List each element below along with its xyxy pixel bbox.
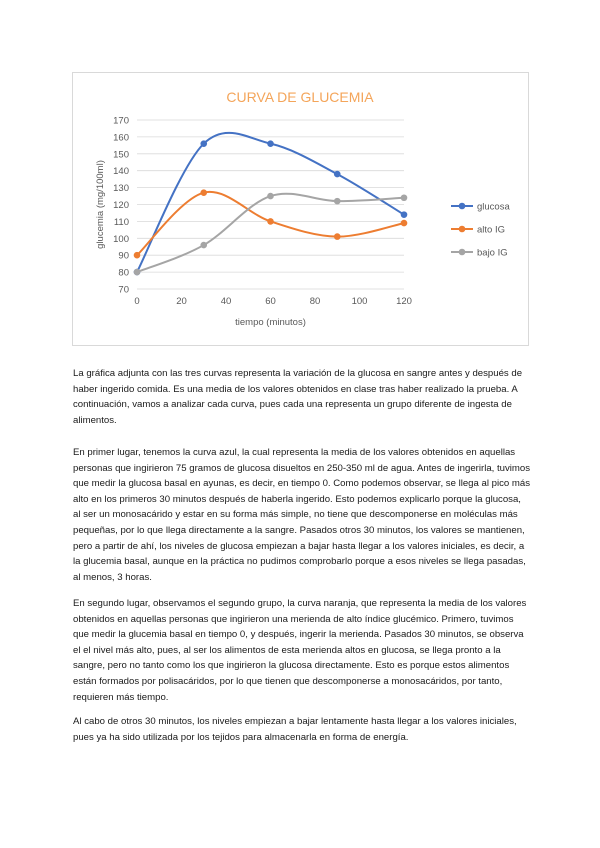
data-point-glucosa [401, 211, 408, 218]
legend-marker-bajo-ig [459, 249, 466, 256]
paragraph-text: Al cabo de otros 30 minutos, los niveles empiezan a bajar lentamente hasta llegar a los valores iniciales, pues ya ha sido utilizada por los tejidos para almacenarla en forma de energía. [73, 716, 517, 743]
paragraph-blue-curve [73, 445, 531, 585]
paragraph-text: En primer lugar, tenemos la curva azul, la cual representa la media de los valores obtenidos en aquellas personas que ingirieron 75 gramos de glucosa disueltos en 250-350 ml de agua. Antes de ingerirla, tuvimos que medir la glucosa basal en ayunas, es decir, en tiempo 0. Como podemos observar, se llega al pico más alto en los primeros 30 minutos después de haberla ingerido. Esto podemos explicarlo porque la glucosa, al ser un monosacárido y estar en su forma más simple, no tiene que descomponerse en moléculas más pequeñas, por lo que llega directamente a la sangre. Pasados otros 30 minutos, los valores se mantienen, pero a partir de ahí, los niveles de glucosa empiezan a bajar hasta llegar a los valores iniciales, es decir, a la glucemia basal, aunque en la práctica no pudimos comprobarlo porque a esos niveles se llega pasadas, al menos, 3 horas. [73, 447, 531, 583]
y-axis-label: glucemia (mg/100ml) [95, 160, 106, 249]
legend-marker-glucosa [459, 203, 466, 210]
legend-label-alto-ig: alto IG [477, 224, 505, 236]
data-point-glucosa [334, 171, 341, 178]
data-point-glucosa [267, 140, 274, 147]
y-tick-label: 150 [113, 149, 129, 161]
paragraph-orange-curve [73, 596, 531, 705]
y-tick-label: 100 [113, 233, 129, 245]
y-tick-label: 90 [118, 250, 129, 262]
data-point-bajo-ig [267, 193, 274, 200]
data-point-alto-ig [200, 189, 207, 196]
data-point-bajo-ig [200, 242, 207, 249]
data-point-alto-ig [334, 233, 341, 240]
paragraph-intro [73, 366, 531, 428]
y-tick-label: 120 [113, 200, 129, 211]
paragraph-text: En segundo lugar, observamos el segundo grupo, la curva naranja, que representa la media de los valores obtenidos en aquellas personas que ingirieron una merienda de alto índice glucémico. Primero, tuvimos que medir la glucemia basal en tiempo 0, y después, ingerir la merienda. Pasados 30 minutos, se observa el el nivel más alto, pues, al ser los alimentos de esta merienda altos en glucosa, se llega pronto a la sangre, pero no tanto como los que ingirieron la glucosa directamente. Esto es porque estos alimentos están formados por polisacáridos, por lo que tienen que descomponerse a monosacáridos, por tanto, requieren más tiempo. [73, 598, 527, 703]
y-tick-label: 170 [113, 115, 129, 127]
y-tick-label: 130 [113, 183, 129, 195]
x-tick-label: 60 [265, 296, 276, 307]
y-tick-label: 160 [113, 132, 129, 144]
chart-title: CURVA DE GLUCEMIA [226, 89, 374, 105]
x-tick-label: 120 [396, 296, 412, 307]
paragraph-conclusion [73, 714, 531, 745]
legend-label-glucosa: glucosa [477, 201, 510, 213]
glucose-chart [72, 72, 529, 346]
y-tick-label: 80 [118, 267, 129, 279]
x-tick-label: 80 [309, 296, 321, 307]
x-axis-label: tiempo (minutos) [235, 317, 306, 328]
data-point-bajo-ig [401, 194, 408, 201]
y-tick-label: 110 [113, 216, 129, 228]
data-point-bajo-ig [134, 269, 141, 276]
x-tick-label: 100 [351, 296, 368, 307]
legend-marker-alto-ig [459, 226, 466, 233]
legend-label-bajo-ig: bajo IG [477, 247, 508, 259]
data-point-alto-ig [401, 220, 408, 227]
paragraph-text: La gráfica adjunta con las tres curvas representa la variación de la glucosa en sangre antes y después de haber ingerido comida. Es una media de los valores obtenidos en clase tras haber realizado la prueba. A continuación, vamos a analizar cada curva, pues cada una representa un grupo diferente de ingesta de alimentos. [73, 368, 523, 426]
data-point-bajo-ig [334, 198, 341, 205]
x-tick-label: 40 [220, 296, 232, 307]
data-point-alto-ig [134, 252, 141, 259]
x-tick-label: 20 [176, 296, 187, 307]
data-point-alto-ig [267, 218, 274, 225]
chart-svg [73, 73, 528, 345]
y-tick-label: 70 [118, 284, 129, 296]
x-tick-label: 0 [134, 296, 140, 307]
y-tick-label: 140 [113, 166, 129, 178]
data-point-glucosa [200, 140, 207, 147]
